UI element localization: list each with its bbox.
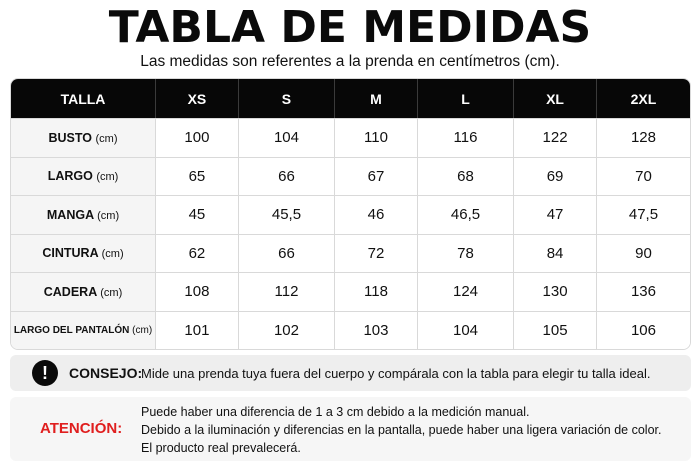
table-row [11,272,690,311]
table-cell: 124 [418,272,514,311]
table-cell: 65 [156,157,239,196]
table-cell: 66 [239,157,335,196]
table-row [11,234,690,273]
table-cell: 104 [239,118,335,157]
table-cell: 105 [514,311,597,350]
table-cell: 45,5 [239,195,335,234]
table-cell: 122 [514,118,597,157]
header-size: XL [514,79,597,118]
attention-line: Debido a la iluminación y diferencias en la pantalla, puede haber una ligera variación de color. [141,423,662,437]
attention-line: Puede haber una diferencia de 1 a 3 cm debido a la medición manual. [141,405,530,419]
size-chart-table [10,78,691,350]
row-label: CADERA (cm) [11,272,156,311]
table-cell: 47 [514,195,597,234]
table-cell: 46,5 [418,195,514,234]
table-cell: 90 [597,234,690,273]
table-cell: 108 [156,272,239,311]
table-cell: 106 [597,311,690,350]
table-cell: 68 [418,157,514,196]
table-cell: 101 [156,311,239,350]
row-label: LARGO DEL PANTALÓN (cm) [11,311,156,350]
row-label: LARGO (cm) [11,157,156,196]
header-size: M [335,79,418,118]
header-size: L [418,79,514,118]
header-talla: TALLA [11,79,156,118]
table-cell: 67 [335,157,418,196]
tip-box [10,355,691,391]
page-subtitle: Las medidas son referentes a la prenda en centímetros (cm). [140,53,560,70]
table-row [11,311,690,350]
table-cell: 128 [597,118,690,157]
table-header-row [11,79,690,118]
table-cell: 84 [514,234,597,273]
table-row [11,195,690,234]
header-size: XS [156,79,239,118]
header-size: 2XL [597,79,690,118]
row-label: BUSTO (cm) [11,118,156,157]
table-cell: 45 [156,195,239,234]
table-cell: 104 [418,311,514,350]
table-cell: 130 [514,272,597,311]
table-row [11,157,690,196]
row-label: MANGA (cm) [11,195,156,234]
table-cell: 136 [597,272,690,311]
tip-label: CONSEJO: [69,365,143,381]
table-row [11,118,690,157]
table-cell: 72 [335,234,418,273]
attention-line: El producto real prevalecerá. [141,441,301,455]
table-cell: 66 [239,234,335,273]
table-cell: 62 [156,234,239,273]
table-cell: 112 [239,272,335,311]
page-title: TABLA DE MEDIDAS [108,2,592,53]
table-cell: 47,5 [597,195,690,234]
table-cell: 118 [335,272,418,311]
header-size: S [239,79,335,118]
table-cell: 78 [418,234,514,273]
tip-text: Mide una prenda tuya fuera del cuerpo y compárala con la tabla para elegir tu talla ideal. [141,366,651,381]
attention-lines [141,403,661,457]
table-cell: 46 [335,195,418,234]
table-cell: 110 [335,118,418,157]
attention-label: ATENCIÓN: [40,420,123,437]
table-cell: 100 [156,118,239,157]
table-cell: 116 [418,118,514,157]
table-cell: 69 [514,157,597,196]
table-cell: 70 [597,157,690,196]
table-cell: 102 [239,311,335,350]
table-cell: 103 [335,311,418,350]
row-label: CINTURA (cm) [11,234,156,273]
exclamation-icon: ! [32,360,58,386]
attention-box [10,397,691,461]
